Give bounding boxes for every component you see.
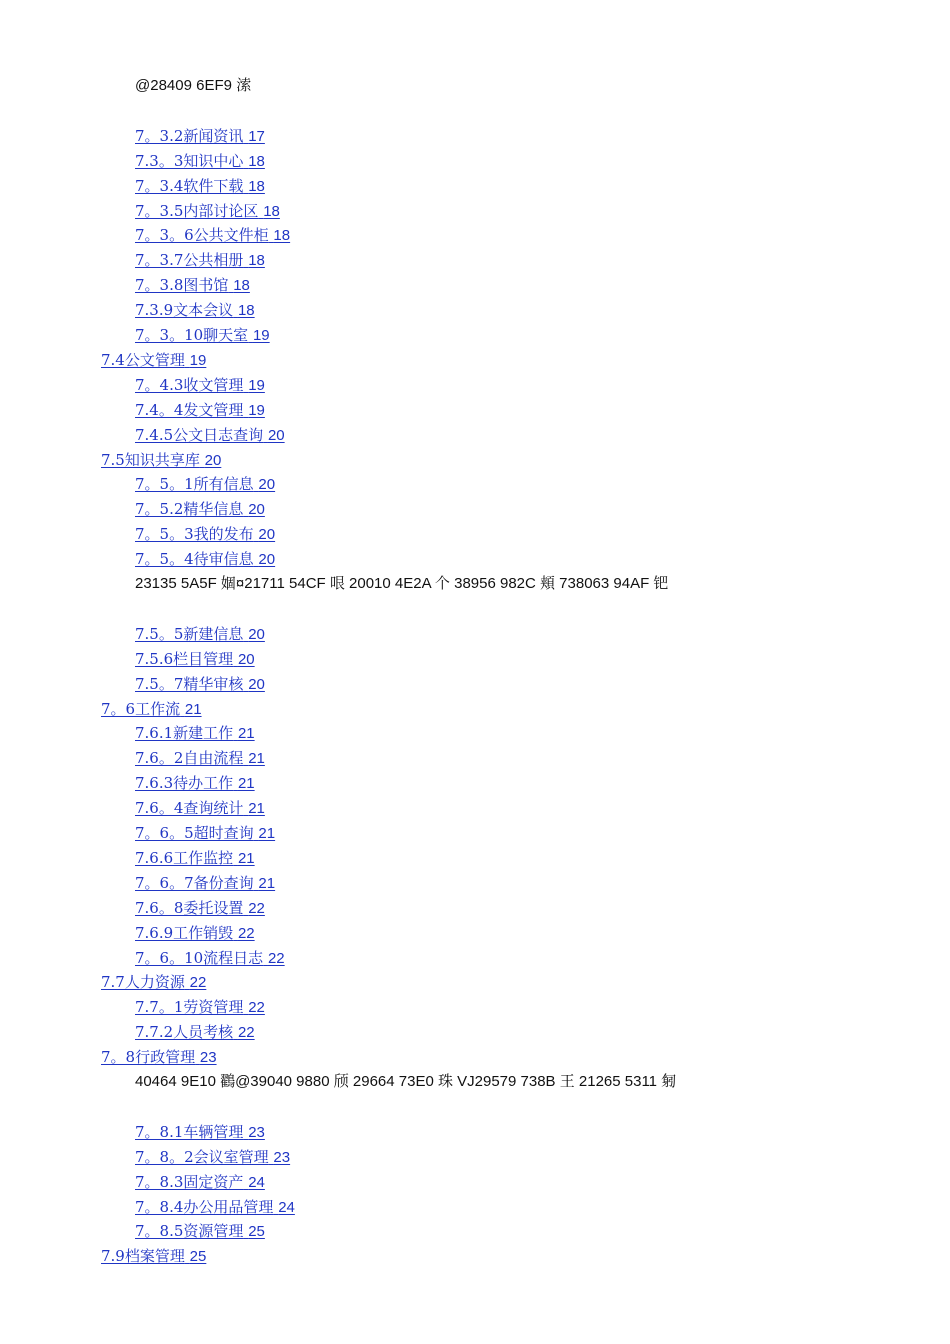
toc-page-number: 20: [258, 526, 276, 544]
toc-entry-link[interactable]: [135, 773, 255, 793]
toc-entry-title: 7.7。1劳资管理: [135, 998, 244, 1017]
toc-entry-title: 7。3。6公共文件柜: [135, 226, 269, 245]
toc-page-number: 18: [263, 202, 280, 220]
toc-entry-link[interactable]: [135, 873, 275, 893]
toc-entry-title: 7.7人力资源: [101, 973, 185, 992]
toc-entry-link[interactable]: [101, 1047, 217, 1067]
toc-entry-link[interactable]: [101, 1246, 206, 1266]
toc-entry-link[interactable]: [135, 425, 285, 445]
toc-entry-title: 7.6.6工作监控: [135, 848, 234, 867]
toc-entry-title: 7.6。8委托设置: [135, 898, 244, 917]
toc-page-number: 18: [248, 177, 265, 195]
toc-page-number: 19: [252, 327, 270, 344]
toc-entry-link[interactable]: [135, 798, 265, 818]
toc-entry-link[interactable]: [135, 549, 275, 569]
toc-page-number: 20: [248, 625, 265, 643]
toc-entry-link[interactable]: [135, 674, 265, 694]
toc-entry-link[interactable]: [135, 400, 265, 420]
toc-entry-title: 7。8行政管理: [101, 1048, 196, 1067]
toc-entry-title: 7.4。4发文管理: [135, 400, 244, 419]
toc-page-number: 20: [204, 451, 222, 469]
toc-entry-title: 7。8。2会议室管理: [135, 1147, 269, 1166]
toc-entry-link[interactable]: [135, 176, 265, 196]
toc-page-number: 23: [199, 1049, 217, 1067]
toc-entry-title: 7。3。10聊天室: [135, 326, 249, 344]
stray-text-line: @28409 6EF9 溹: [135, 77, 252, 94]
toc-entry-title: 7。5。1所有信息: [135, 475, 254, 494]
toc-entry-title: 7.5。5新建信息: [135, 624, 244, 643]
toc-page-number: 20: [267, 426, 285, 444]
stray-text-line: 40464 9E10 鸐@39040 9880 颀 29664 73E0 珠 VJ29579 738B 王 21265 5311 匑: [135, 1073, 677, 1090]
toc-page-number: 19: [248, 376, 265, 394]
toc-page-number: 20: [237, 650, 255, 668]
toc-entry-title: 7。8.1车辆管理: [135, 1122, 244, 1141]
toc-entry-link[interactable]: [135, 723, 255, 743]
toc-entry-link[interactable]: [135, 1147, 290, 1167]
toc-entry-link[interactable]: [135, 201, 280, 221]
toc-entry-link[interactable]: [135, 524, 275, 544]
toc-entry-title: 7。3.4软件下载: [135, 176, 244, 195]
toc-page-number: 21: [237, 849, 255, 867]
toc-entry-title: 7.4.5公文日志查询: [135, 425, 264, 444]
toc-entry-title: 7。4.3收文管理: [135, 375, 244, 394]
toc-page-number: 18: [233, 277, 250, 295]
toc-page-number: 19: [248, 401, 265, 419]
toc-page-number: 17: [248, 127, 265, 145]
toc-entry-link[interactable]: [135, 325, 270, 345]
toc-entry-title: 7.6.9工作销毁: [135, 923, 234, 942]
toc-page-number: 18: [248, 152, 265, 170]
toc-page-number: 24: [278, 1198, 295, 1216]
toc-entry-link[interactable]: [135, 948, 285, 968]
toc-entry-link[interactable]: [135, 1197, 295, 1217]
toc-entry-title: 7。3.8图书馆: [135, 276, 229, 295]
toc-entry-link[interactable]: [135, 375, 265, 395]
stray-text-line: 23135 5A5F 婟¤21711 54CF 哏 20010 4E2A 个 38956 982C 頬 738063 94AF 钯: [135, 575, 669, 592]
toc-entry-link[interactable]: [135, 1022, 255, 1042]
toc-entry-link[interactable]: [135, 300, 255, 320]
toc-entry-title: 7。6工作流: [101, 699, 181, 718]
toc-page-number: 22: [267, 949, 285, 967]
toc-entry-link[interactable]: [135, 748, 265, 768]
toc-page-number: 21: [237, 725, 255, 743]
toc-entry-title: 7.9档案管理: [101, 1247, 185, 1266]
toc-entry-link[interactable]: [101, 699, 202, 719]
toc-entry-title: 7。5。3我的发布: [135, 525, 254, 544]
toc-page-number: 22: [189, 974, 207, 992]
toc-entry-title: 7.6.3待办工作: [135, 774, 234, 793]
toc-entry-title: 7.5.6栏目管理: [135, 649, 234, 668]
toc-page-number: 18: [248, 252, 265, 270]
toc-page-number: 25: [189, 1248, 207, 1266]
toc-entry-link[interactable]: [135, 823, 275, 843]
toc-entry-link[interactable]: [101, 972, 206, 992]
toc-entry-link[interactable]: [135, 499, 265, 519]
toc-entry-title: 7.5知识共享库: [101, 450, 200, 469]
toc-page-number: 21: [248, 750, 265, 768]
toc-page-number: 21: [258, 874, 276, 892]
toc-page-number: 22: [248, 899, 265, 917]
toc-entry-title: 7.5。7精华审核: [135, 674, 244, 693]
toc-entry-link[interactable]: [135, 848, 255, 868]
toc-entry-title: 7.4公文管理: [101, 350, 185, 369]
toc-page-number: 21: [258, 825, 276, 842]
toc-entry-link[interactable]: [135, 275, 250, 295]
toc-page-number: 25: [248, 1223, 265, 1241]
toc-page-number: 23: [248, 1123, 265, 1141]
toc-page-number: 23: [273, 1148, 291, 1166]
toc-entry-link[interactable]: [135, 649, 255, 669]
toc-entry-title: 7。5.2精华信息: [135, 500, 244, 519]
toc-page-number: 22: [237, 924, 255, 942]
toc-page-number: 21: [237, 775, 255, 793]
toc-entry-title: 7.3.9文本会议: [135, 301, 234, 320]
toc-entry-title: 7。6。7备份查询: [135, 873, 254, 892]
toc-entry-link[interactable]: [135, 225, 290, 245]
toc-page-number: 18: [237, 302, 255, 320]
toc-entry-title: 7。3.7公共相册: [135, 251, 244, 270]
toc-entry-link[interactable]: [135, 898, 265, 918]
toc-entry-link[interactable]: [135, 1221, 265, 1241]
toc-page-number: 20: [248, 675, 265, 693]
toc-entry-link[interactable]: [135, 474, 275, 494]
toc-entry-title: 7。5。4待审信息: [135, 550, 254, 569]
toc-entry-title: 7.6。4查询统计: [135, 799, 244, 818]
toc-entry-title: 7。6。10流程日志: [135, 948, 264, 967]
toc-page-number: 20: [248, 501, 265, 519]
toc-entry-title: 7.6。2自由流程: [135, 749, 244, 768]
toc-entry-link[interactable]: [135, 997, 265, 1017]
toc-page-number: 21: [248, 800, 265, 818]
toc-page-number: 22: [248, 999, 265, 1017]
toc-entry-title: 7.3。3知识中心: [135, 151, 244, 170]
toc-entry-title: 7。8.5资源管理: [135, 1222, 244, 1241]
toc-entry-title: 7。6。5超时查询: [135, 824, 254, 842]
toc-page-number: 22: [237, 1024, 255, 1042]
toc-entry-link[interactable]: [135, 1172, 265, 1192]
toc-entry-link[interactable]: [135, 923, 255, 943]
toc-entry-title: 7。8.4办公用品管理: [135, 1197, 274, 1216]
toc-entry-title: 7。3.5内部讨论区: [135, 201, 259, 220]
toc-entry-link[interactable]: [135, 151, 265, 171]
toc-entry-link[interactable]: [101, 350, 206, 370]
toc-page-number: 18: [273, 227, 291, 245]
toc-entry-link[interactable]: [135, 1122, 265, 1142]
toc-entry-link[interactable]: [135, 250, 265, 270]
toc-entry-title: 7.6.1新建工作: [135, 724, 234, 743]
toc-entry-title: 7。8.3固定资产: [135, 1172, 244, 1191]
toc-page-number: 19: [189, 351, 207, 369]
toc-page-number: 21: [184, 700, 202, 718]
toc-page-number: 20: [258, 551, 276, 569]
toc-entry-link[interactable]: [135, 126, 265, 146]
toc-page-number: 20: [258, 476, 276, 494]
toc-page-number: 24: [248, 1173, 265, 1191]
toc-entry-link[interactable]: [101, 450, 221, 470]
toc-entry-title: 7。3.2新闻资讯: [135, 126, 244, 145]
toc-entry-title: 7.7.2人员考核: [135, 1023, 234, 1042]
toc-entry-link[interactable]: [135, 624, 265, 644]
